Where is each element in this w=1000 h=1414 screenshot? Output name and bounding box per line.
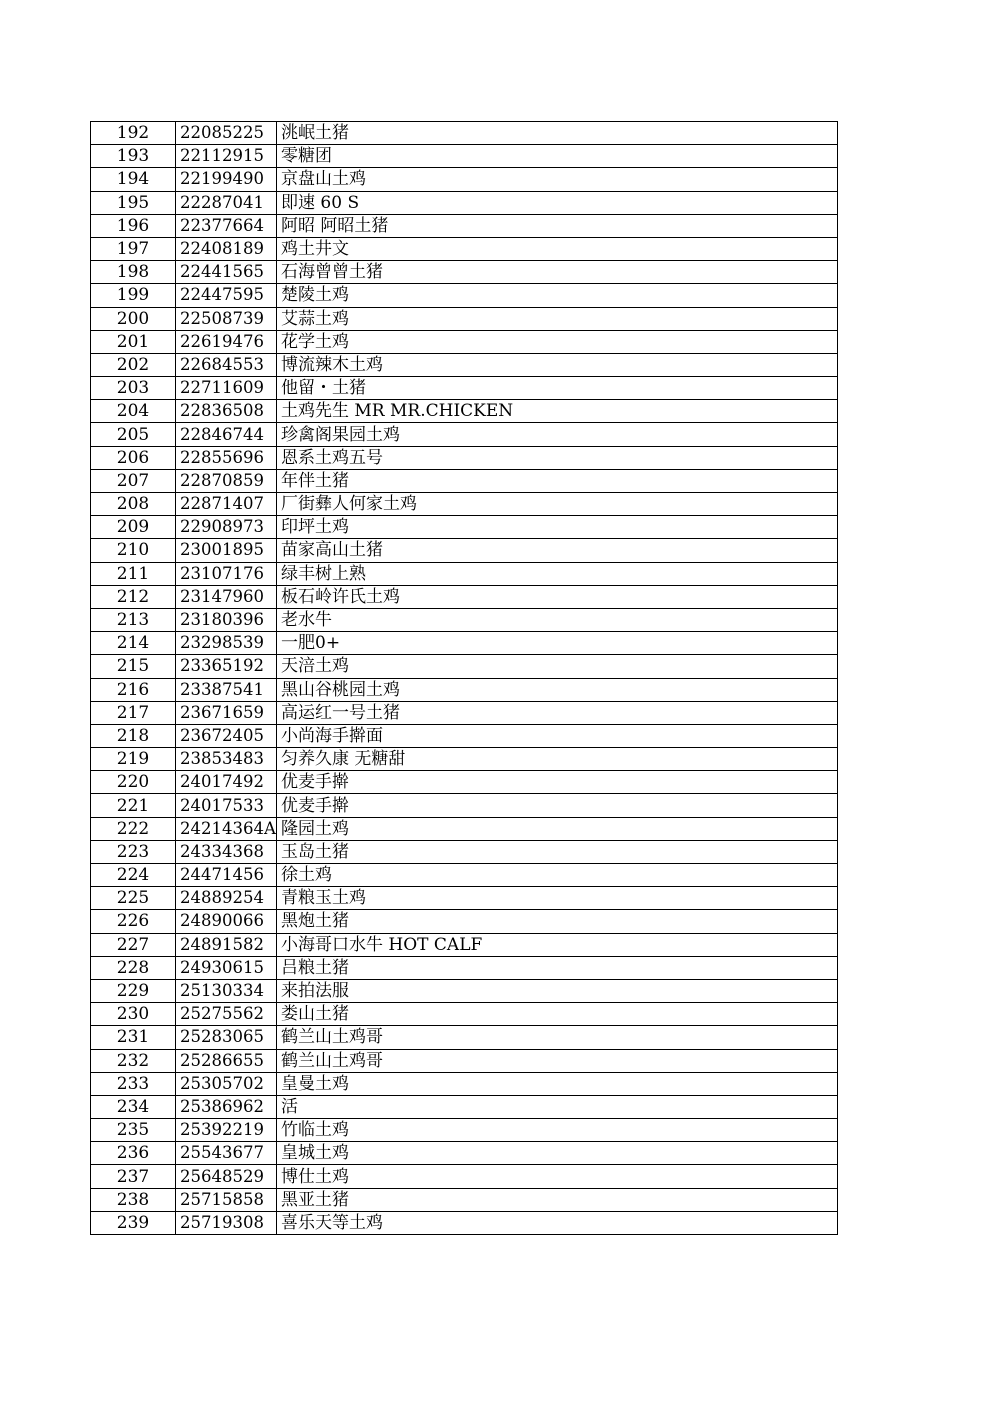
table-row [91,1119,838,1142]
trademark-name-cell: 黑山谷桃园土鸡 [277,678,838,701]
table-row [91,771,838,794]
table-row [91,377,838,400]
registration-number-cell: 22199490 [176,168,277,191]
table-body [91,122,838,1235]
table-row [91,794,838,817]
trademark-name-cell: 皇城土鸡 [277,1142,838,1165]
row-number-cell: 194 [91,168,176,191]
registration-number-cell: 25305702 [176,1072,277,1095]
registration-number-cell: 23001895 [176,539,277,562]
trademark-name-cell: 恩系土鸡五号 [277,446,838,469]
registration-number-cell: 22711609 [176,377,277,400]
registration-number-cell: 24891582 [176,933,277,956]
registration-number-cell: 25275562 [176,1003,277,1026]
row-number-cell: 230 [91,1003,176,1026]
registration-number-cell: 22441565 [176,261,277,284]
row-number-cell: 192 [91,122,176,145]
table-row [91,817,838,840]
trademark-name-cell: 石海曾曾土猪 [277,261,838,284]
table-row [91,724,838,747]
trademark-name-cell: 他留・土猪 [277,377,838,400]
registration-number-cell: 25283065 [176,1026,277,1049]
registration-number-cell: 24334368 [176,840,277,863]
registration-number-cell: 24471456 [176,864,277,887]
registration-number-cell: 24930615 [176,956,277,979]
table-row [91,1142,838,1165]
trademark-name-cell: 博仕土鸡 [277,1165,838,1188]
row-number-cell: 211 [91,562,176,585]
table-row [91,585,838,608]
row-number-cell: 239 [91,1211,176,1234]
row-number-cell: 202 [91,353,176,376]
row-number-cell: 213 [91,608,176,631]
trademark-name-cell: 珍禽阁果园土鸡 [277,423,838,446]
registration-number-cell: 23671659 [176,701,277,724]
table-row [91,423,838,446]
table-row [91,237,838,260]
row-number-cell: 229 [91,979,176,1002]
trademark-name-cell: 鹤兰山土鸡哥 [277,1049,838,1072]
table-row [91,840,838,863]
trademark-name-cell: 京盘山土鸡 [277,168,838,191]
registration-number-cell: 24017492 [176,771,277,794]
trademark-name-cell: 老水牛 [277,608,838,631]
table-row [91,608,838,631]
registration-number-cell: 23672405 [176,724,277,747]
row-number-cell: 204 [91,400,176,423]
registration-number-cell: 22408189 [176,237,277,260]
row-number-cell: 215 [91,655,176,678]
row-number-cell: 209 [91,516,176,539]
table-row [91,493,838,516]
trademark-name-cell: 来拍法服 [277,979,838,1002]
trademark-name-cell: 玉岛土猪 [277,840,838,863]
row-number-cell: 212 [91,585,176,608]
table-row [91,168,838,191]
row-number-cell: 203 [91,377,176,400]
row-number-cell: 226 [91,910,176,933]
table-row [91,516,838,539]
row-number-cell: 235 [91,1119,176,1142]
row-number-cell: 216 [91,678,176,701]
registration-number-cell: 22855696 [176,446,277,469]
trademark-name-cell: 板石岭许氏土鸡 [277,585,838,608]
row-number-cell: 210 [91,539,176,562]
registration-number-cell: 22836508 [176,400,277,423]
registration-number-cell: 22871407 [176,493,277,516]
table-row [91,539,838,562]
row-number-cell: 221 [91,794,176,817]
row-number-cell: 193 [91,145,176,168]
trademark-name-cell: 鸡土井文 [277,237,838,260]
registration-number-cell: 25392219 [176,1119,277,1142]
trademark-name-cell: 一肥0+ [277,632,838,655]
registration-number-cell: 23147960 [176,585,277,608]
table-row [91,678,838,701]
registration-number-cell: 23180396 [176,608,277,631]
table-row [91,191,838,214]
row-number-cell: 232 [91,1049,176,1072]
trademark-name-cell: 苗家高山土猪 [277,539,838,562]
trademark-name-cell: 阿昭 阿昭土猪 [277,214,838,237]
row-number-cell: 195 [91,191,176,214]
trademark-name-cell: 花学土鸡 [277,330,838,353]
table-row [91,887,838,910]
table-row [91,330,838,353]
table-row [91,353,838,376]
table-row [91,562,838,585]
trademark-name-cell: 小尚海手擀面 [277,724,838,747]
trademark-name-cell: 优麦手擀 [277,794,838,817]
trademark-name-cell: 黑亚土猪 [277,1188,838,1211]
registration-number-cell: 25130334 [176,979,277,1002]
registration-number-cell: 22085225 [176,122,277,145]
row-number-cell: 231 [91,1026,176,1049]
table-row [91,1049,838,1072]
table-row [91,1211,838,1234]
table-row [91,214,838,237]
row-number-cell: 228 [91,956,176,979]
trademark-name-cell: 优麦手擀 [277,771,838,794]
table-row [91,979,838,1002]
table-row [91,1072,838,1095]
trademark-name-cell: 竹临土鸡 [277,1119,838,1142]
row-number-cell: 234 [91,1095,176,1118]
registration-number-cell: 25715858 [176,1188,277,1211]
registration-number-cell: 24017533 [176,794,277,817]
registration-number-cell: 22908973 [176,516,277,539]
trademark-name-cell: 小海哥口水牛 HOT CALF [277,933,838,956]
registration-number-cell: 24889254 [176,887,277,910]
table-row [91,864,838,887]
table-row [91,910,838,933]
row-number-cell: 220 [91,771,176,794]
trademark-name-cell: 即速 60 S [277,191,838,214]
trademark-name-cell: 吕粮土猪 [277,956,838,979]
registration-number-cell: 23298539 [176,632,277,655]
trademark-name-cell: 高运红一号土猪 [277,701,838,724]
trademark-name-cell: 徐土鸡 [277,864,838,887]
trademark-name-cell: 隆园土鸡 [277,817,838,840]
trademark-name-cell: 匀养久康 无糖甜 [277,748,838,771]
row-number-cell: 207 [91,469,176,492]
row-number-cell: 227 [91,933,176,956]
row-number-cell: 205 [91,423,176,446]
trademark-name-cell: 娄山土猪 [277,1003,838,1026]
table-row [91,1026,838,1049]
table-row [91,1095,838,1118]
registration-number-cell: 25648529 [176,1165,277,1188]
table-row [91,1165,838,1188]
row-number-cell: 236 [91,1142,176,1165]
registration-number-cell: 23853483 [176,748,277,771]
table-row [91,400,838,423]
trademark-name-cell: 青粮玉土鸡 [277,887,838,910]
trademark-name-cell: 艾蒜土鸡 [277,307,838,330]
row-number-cell: 214 [91,632,176,655]
trademark-name-cell: 印坪土鸡 [277,516,838,539]
registration-number-cell: 24214364A [176,817,277,840]
registration-number-cell: 23365192 [176,655,277,678]
trademark-name-cell: 皇曼土鸡 [277,1072,838,1095]
row-number-cell: 218 [91,724,176,747]
table-row [91,469,838,492]
registration-number-cell: 25286655 [176,1049,277,1072]
registration-number-cell: 22447595 [176,284,277,307]
trademark-name-cell: 黑炮土猪 [277,910,838,933]
row-number-cell: 224 [91,864,176,887]
row-number-cell: 199 [91,284,176,307]
table-row [91,145,838,168]
registration-number-cell: 25543677 [176,1142,277,1165]
row-number-cell: 201 [91,330,176,353]
row-number-cell: 233 [91,1072,176,1095]
row-number-cell: 238 [91,1188,176,1211]
registration-number-cell: 23387541 [176,678,277,701]
trademark-name-cell: 喜乐天等土鸡 [277,1211,838,1234]
table-row [91,284,838,307]
registration-number-cell: 22287041 [176,191,277,214]
trademark-name-cell: 洮岷土猪 [277,122,838,145]
registration-number-cell: 25386962 [176,1095,277,1118]
registration-number-cell: 22846744 [176,423,277,446]
table-row [91,1003,838,1026]
row-number-cell: 217 [91,701,176,724]
registration-number-cell: 22870859 [176,469,277,492]
row-number-cell: 208 [91,493,176,516]
table-row [91,122,838,145]
table-row [91,446,838,469]
table-row [91,748,838,771]
trademark-name-cell: 楚陵土鸡 [277,284,838,307]
row-number-cell: 198 [91,261,176,284]
table-row [91,933,838,956]
table-row [91,655,838,678]
registration-number-cell: 22112915 [176,145,277,168]
row-number-cell: 223 [91,840,176,863]
row-number-cell: 237 [91,1165,176,1188]
trademark-name-cell: 天涪土鸡 [277,655,838,678]
registration-number-cell: 23107176 [176,562,277,585]
registration-number-cell: 22508739 [176,307,277,330]
registration-number-cell: 22619476 [176,330,277,353]
trademark-name-cell: 鹤兰山土鸡哥 [277,1026,838,1049]
row-number-cell: 222 [91,817,176,840]
trademark-table [90,121,838,1235]
table-row [91,261,838,284]
table-row [91,632,838,655]
table-row [91,1188,838,1211]
table-row [91,701,838,724]
trademark-name-cell: 绿丰树上熟 [277,562,838,585]
row-number-cell: 196 [91,214,176,237]
trademark-name-cell: 年伴土猪 [277,469,838,492]
row-number-cell: 197 [91,237,176,260]
trademark-name-cell: 博流辣木土鸡 [277,353,838,376]
trademark-name-cell: 活 [277,1095,838,1118]
row-number-cell: 206 [91,446,176,469]
registration-number-cell: 22377664 [176,214,277,237]
table-row [91,307,838,330]
table-row [91,956,838,979]
registration-number-cell: 25719308 [176,1211,277,1234]
trademark-name-cell: 土鸡先生 MR MR.CHICKEN [277,400,838,423]
row-number-cell: 225 [91,887,176,910]
trademark-name-cell: 零糖团 [277,145,838,168]
trademark-name-cell: 厂街彝人何家土鸡 [277,493,838,516]
row-number-cell: 200 [91,307,176,330]
registration-number-cell: 24890066 [176,910,277,933]
registration-number-cell: 22684553 [176,353,277,376]
row-number-cell: 219 [91,748,176,771]
